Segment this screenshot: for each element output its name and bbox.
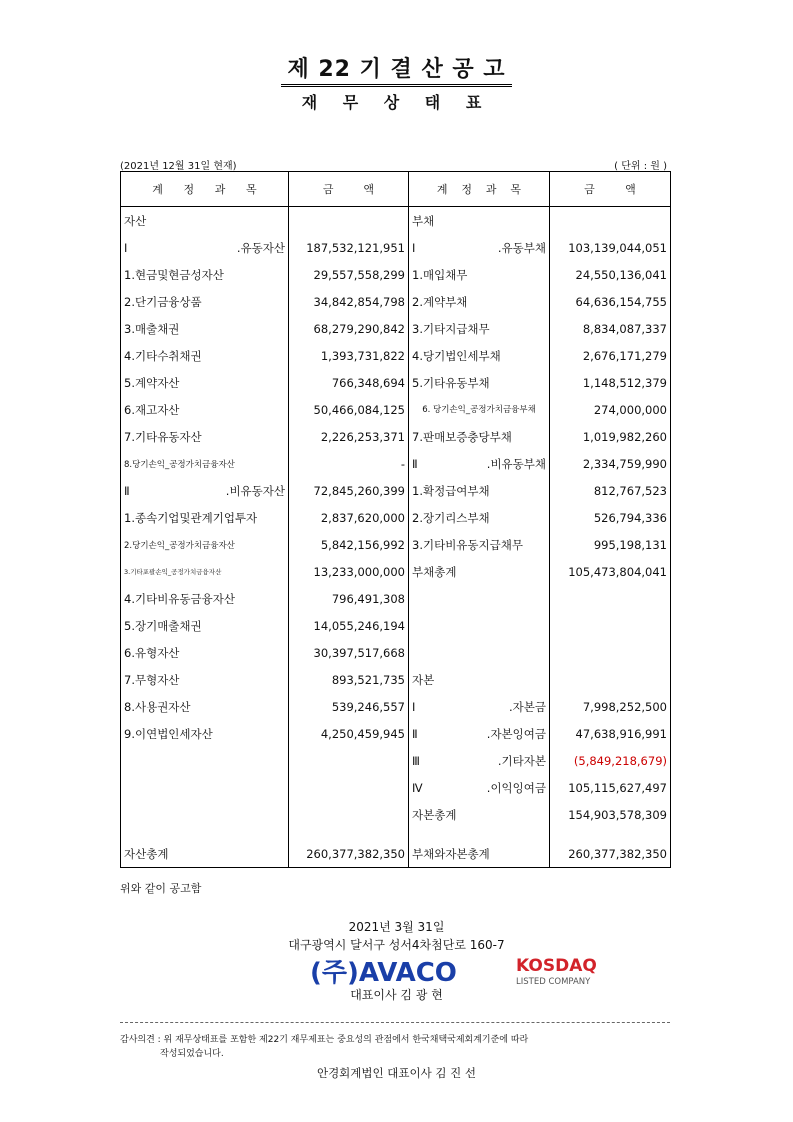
spacer-cell xyxy=(409,828,550,840)
table-row xyxy=(121,315,671,342)
liability-equity-account: 2.계약부채 xyxy=(409,288,550,315)
asset-amount xyxy=(289,207,409,235)
asset-account: Ⅱ.비유동자산 xyxy=(121,477,289,504)
asset-amount: 13,233,000,000 xyxy=(289,558,409,585)
asset-account: 7.기타유동자산 xyxy=(121,423,289,450)
liability-equity-amount: 2,334,759,990 xyxy=(550,450,671,477)
liability-equity-account xyxy=(409,639,550,666)
svg-text:(주)AVACO: (주)AVACO xyxy=(310,958,457,987)
table-row xyxy=(121,396,671,423)
liability-equity-amount xyxy=(550,585,671,612)
liability-equity-account: Ⅰ.유동부채 xyxy=(409,234,550,261)
liability-equity-account xyxy=(409,612,550,639)
asset-account: 3.기타포괄손익_공정가치금융자산 xyxy=(121,558,289,585)
liability-equity-account xyxy=(409,585,550,612)
table-row xyxy=(121,207,671,235)
asset-account: 5.장기매출채권 xyxy=(121,612,289,639)
asset-account: 7.무형자산 xyxy=(121,666,289,693)
table-row xyxy=(121,531,671,558)
table-row xyxy=(121,288,671,315)
audit-opinion-line-1: 감사의견 : 위 재무상태표를 포함한 제22기 재무제표는 중요성의 관점에서 한국채택국제회계기준에 따라 xyxy=(120,1035,529,1045)
asset-account: 2.당기손익_공정가치금융자산 xyxy=(121,531,289,558)
table-row xyxy=(121,801,671,828)
table-row xyxy=(121,720,671,747)
amount-header-left: 금 액 xyxy=(289,172,409,207)
asset-amount: 68,279,290,842 xyxy=(289,315,409,342)
statement-title: 재 무 상 태 표 xyxy=(301,93,492,112)
liability-equity-account: 자본 xyxy=(409,666,550,693)
table-row xyxy=(121,342,671,369)
asset-amount xyxy=(289,774,409,801)
liability-equity-account: 4.당기법인세부채 xyxy=(409,342,550,369)
liability-equity-amount: 24,550,136,041 xyxy=(550,261,671,288)
liability-equity-amount: 1,019,982,260 xyxy=(550,423,671,450)
audit-opinion-line-2: 작성되었습니다. xyxy=(160,1049,224,1059)
notice-date: 2021년 3월 31일 xyxy=(348,920,445,934)
liability-equity-account: Ⅰ.자본금 xyxy=(409,693,550,720)
asset-account: 6.재고자산 xyxy=(121,396,289,423)
liability-equity-account: 1.확정급여부채 xyxy=(409,477,550,504)
liability-equity-amount: 274,000,000 xyxy=(550,396,671,423)
liability-equity-amount xyxy=(550,612,671,639)
asset-account: 4.기타수취채권 xyxy=(121,342,289,369)
company-address: 대구광역시 달서구 성서4차첨단로 160-7 xyxy=(288,938,505,952)
asset-account: 자산 xyxy=(121,207,289,235)
liability-equity-amount: 105,473,804,041 xyxy=(550,558,671,585)
asset-amount: 5,842,156,992 xyxy=(289,531,409,558)
table-header-row xyxy=(121,172,671,207)
liability-equity-amount: 105,115,627,497 xyxy=(550,774,671,801)
svg-text:LISTED COMPANY: LISTED COMPANY xyxy=(516,977,591,987)
asset-amount: - xyxy=(289,450,409,477)
liability-equity-amount xyxy=(550,207,671,235)
balance-sheet-table xyxy=(120,171,671,868)
liability-equity-account: 5.기타유동부채 xyxy=(409,369,550,396)
asset-account: 5.계약자산 xyxy=(121,369,289,396)
liability-equity-account: 1.매입채무 xyxy=(409,261,550,288)
asset-account: 4.기타비유동금융자산 xyxy=(121,585,289,612)
total-liabilities-equity-label: 부채와자본총계 xyxy=(409,840,550,868)
spacer-cell xyxy=(550,828,671,840)
asset-amount: 2,837,620,000 xyxy=(289,504,409,531)
table-row xyxy=(121,585,671,612)
liability-equity-account: Ⅲ.기타자본 xyxy=(409,747,550,774)
liability-equity-account: Ⅳ.이익잉여금 xyxy=(409,774,550,801)
svg-text:KOSDAQ: KOSDAQ xyxy=(516,956,597,976)
asset-amount: 796,491,308 xyxy=(289,585,409,612)
asset-account: 2.단기금융상품 xyxy=(121,288,289,315)
asset-account: 8.당기손익_공정가치금융자산 xyxy=(121,450,289,477)
liability-equity-account: 2.장기리스부채 xyxy=(409,504,550,531)
asset-account xyxy=(121,774,289,801)
liability-equity-account: 자본총계 xyxy=(409,801,550,828)
asset-amount: 1,393,731,822 xyxy=(289,342,409,369)
liability-equity-account: 6. 당기손익_공정가치금융부채 xyxy=(409,396,550,423)
liability-equity-amount xyxy=(550,639,671,666)
total-assets-label: 자산총계 xyxy=(121,840,289,868)
asset-amount xyxy=(289,801,409,828)
table-row xyxy=(121,423,671,450)
table-row xyxy=(121,450,671,477)
asset-amount xyxy=(289,747,409,774)
amount-header-right: 금 액 xyxy=(550,172,671,207)
asset-amount: 4,250,459,945 xyxy=(289,720,409,747)
total-assets-amount: 260,377,382,350 xyxy=(289,840,409,868)
asset-amount: 34,842,854,798 xyxy=(289,288,409,315)
unit-note: ( 단위 : 원 ) xyxy=(614,161,667,172)
liability-equity-account: 3.기타비유동지급채무 xyxy=(409,531,550,558)
asset-amount: 2,226,253,371 xyxy=(289,423,409,450)
asset-amount: 893,521,735 xyxy=(289,666,409,693)
liability-equity-amount: 812,767,523 xyxy=(550,477,671,504)
as-of-date: (2021년 12월 31일 현재) xyxy=(120,161,237,172)
table-row xyxy=(121,261,671,288)
liability-equity-amount: 995,198,131 xyxy=(550,531,671,558)
table-row xyxy=(121,369,671,396)
liability-equity-amount: 154,903,578,309 xyxy=(550,801,671,828)
liability-equity-amount: 1,148,512,379 xyxy=(550,369,671,396)
asset-amount: 29,557,558,299 xyxy=(289,261,409,288)
liability-equity-amount: 2,676,171,279 xyxy=(550,342,671,369)
account-header-right: 계 정 과 목 xyxy=(409,172,550,207)
asset-amount: 30,397,517,668 xyxy=(289,639,409,666)
liability-equity-account: 7.판매보증충당부채 xyxy=(409,423,550,450)
page-title: 제 22 기 결 산 공 고 xyxy=(0,52,793,83)
spacer-cell xyxy=(289,828,409,840)
table-row xyxy=(121,612,671,639)
table-row xyxy=(121,774,671,801)
spacer-row xyxy=(121,828,671,840)
liability-equity-amount: 64,636,154,755 xyxy=(550,288,671,315)
asset-account xyxy=(121,801,289,828)
total-liabilities-equity-amount: 260,377,382,350 xyxy=(550,840,671,868)
table-row xyxy=(121,693,671,720)
liability-equity-amount: 8,834,087,337 xyxy=(550,315,671,342)
table-row xyxy=(121,639,671,666)
liability-equity-amount: 103,139,044,051 xyxy=(550,234,671,261)
kosdaq-logo xyxy=(516,955,616,987)
asset-account: Ⅰ.유동자산 xyxy=(121,234,289,261)
liability-equity-account: 부채 xyxy=(409,207,550,235)
table-row xyxy=(121,234,671,261)
asset-account: 6.유형자산 xyxy=(121,639,289,666)
asset-amount: 50,466,084,125 xyxy=(289,396,409,423)
spacer-cell xyxy=(121,828,289,840)
table-row xyxy=(121,747,671,774)
asset-amount: 539,246,557 xyxy=(289,693,409,720)
liability-equity-account: Ⅱ.비유동부채 xyxy=(409,450,550,477)
divider xyxy=(120,1022,670,1023)
liability-equity-amount: 7,998,252,500 xyxy=(550,693,671,720)
ceo-signature: 대표이사 김 광 현 xyxy=(350,988,443,1002)
asset-account: 1.종속기업및관계기업투자 xyxy=(121,504,289,531)
asset-amount: 187,532,121,951 xyxy=(289,234,409,261)
asset-amount: 766,348,694 xyxy=(289,369,409,396)
table-row xyxy=(121,666,671,693)
asset-account: 8.사용권자산 xyxy=(121,693,289,720)
asset-account: 3.매출채권 xyxy=(121,315,289,342)
liability-equity-amount: 526,794,336 xyxy=(550,504,671,531)
asset-amount: 14,055,246,194 xyxy=(289,612,409,639)
liability-equity-account: 부채총계 xyxy=(409,558,550,585)
asset-account: 1.현금및현금성자산 xyxy=(121,261,289,288)
liability-equity-amount xyxy=(550,666,671,693)
table-row xyxy=(121,558,671,585)
account-header-left: 계 정 과 목 xyxy=(121,172,289,207)
asset-amount: 72,845,260,399 xyxy=(289,477,409,504)
table-row xyxy=(121,504,671,531)
notice-statement: 위와 같이 공고함 xyxy=(120,882,202,895)
company-logo xyxy=(310,955,500,987)
asset-account: 9.이연법인세자산 xyxy=(121,720,289,747)
liability-equity-account: 3.기타지급채무 xyxy=(409,315,550,342)
auditor-signature: 안경회계법인 대표이사 김 진 선 xyxy=(316,1066,477,1080)
liability-equity-account: Ⅱ.자본잉여금 xyxy=(409,720,550,747)
audit-opinion xyxy=(120,1033,680,1061)
total-row xyxy=(121,840,671,868)
liability-equity-amount: (5,849,218,679) xyxy=(550,747,671,774)
liability-equity-amount: 47,638,916,991 xyxy=(550,720,671,747)
table-row xyxy=(121,477,671,504)
asset-account xyxy=(121,747,289,774)
